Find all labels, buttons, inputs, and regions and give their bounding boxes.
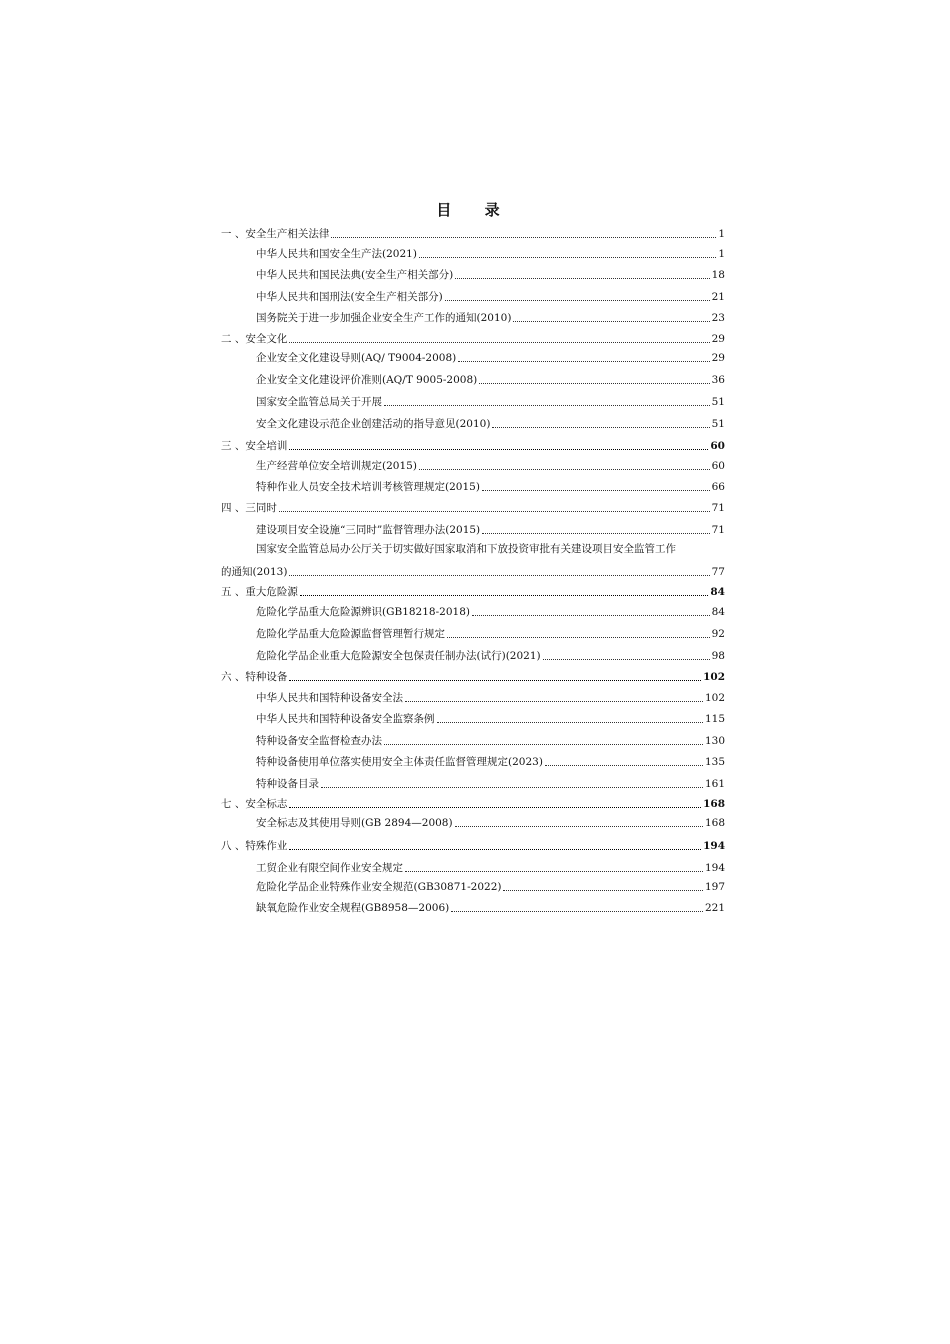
dot-leader	[447, 637, 710, 638]
toc-entry-label: 六 、特种设备	[221, 671, 288, 683]
toc-entry-page: 135	[704, 756, 725, 768]
toc-entry-label: 七 、安全标志	[221, 798, 288, 810]
dot-leader	[513, 321, 709, 322]
dot-leader	[482, 533, 709, 534]
toc-entry-label: 一 、安全生产相关法律	[221, 228, 330, 240]
toc-entry-page: 21	[711, 291, 725, 303]
dot-leader	[289, 807, 701, 808]
dot-leader	[289, 342, 709, 343]
toc-entry-label: 中华人民共和国安全生产法(2021)	[256, 248, 417, 260]
toc-entry-page: 84	[710, 586, 725, 598]
toc-entry-label: 四 、三同时	[221, 502, 277, 514]
dot-leader	[289, 575, 709, 576]
dot-leader	[492, 427, 709, 428]
toc-entry[interactable]	[256, 352, 725, 365]
toc-entry[interactable]	[256, 418, 725, 431]
toc-entry-label: 企业安全文化建设导则(AQ/ T9004-2008)	[256, 352, 457, 364]
toc-entry[interactable]	[221, 586, 725, 599]
toc-entry-label: 的通知(2013)	[221, 566, 288, 578]
toc-entry-page: 102	[704, 692, 725, 704]
toc-entry-label: 特种设备目录	[256, 778, 319, 790]
toc-entry-label: 危险化学品企业重大危险源安全包保责任制办法(试行)(2021)	[256, 650, 541, 662]
toc-entry[interactable]	[221, 840, 725, 853]
toc-entry-page: 66	[711, 481, 725, 493]
toc-entry-label: 国家安全监管总局关于开展	[256, 396, 382, 408]
dot-leader	[321, 787, 703, 788]
toc-entry-page: 194	[703, 840, 725, 852]
toc-entry[interactable]	[256, 692, 725, 705]
toc-entry-page: 1	[718, 228, 725, 240]
toc-entry-page: 197	[704, 881, 725, 893]
toc-entry-page: 29	[711, 352, 725, 364]
dot-leader	[455, 278, 709, 279]
dot-leader	[331, 237, 716, 238]
toc-entry-page: 130	[704, 735, 725, 747]
dot-leader	[300, 595, 709, 596]
toc-entry-label: 缺氧危险作业安全规程(GB8958—2006)	[256, 902, 450, 914]
toc-entry[interactable]	[256, 396, 725, 409]
toc-entry[interactable]	[256, 902, 725, 915]
dot-leader	[384, 405, 710, 406]
dot-leader	[451, 911, 703, 912]
toc-entry-label: 中华人民共和国特种设备安全监察条例	[256, 713, 435, 725]
dot-leader	[289, 680, 701, 681]
toc-entry-label: 五 、重大危险源	[221, 586, 298, 598]
toc-entry-page: 60	[711, 460, 725, 472]
dot-leader	[405, 701, 703, 702]
toc-entry-page: 98	[711, 650, 725, 662]
toc-entry[interactable]	[256, 481, 725, 494]
dot-leader	[289, 449, 708, 450]
toc-entry[interactable]	[221, 333, 725, 346]
toc-entry[interactable]	[256, 862, 725, 875]
toc-entry-label: 工贸企业有限空间作业安全规定	[256, 862, 403, 874]
toc-entry-page: 36	[711, 374, 725, 386]
toc-entry-page: 51	[711, 418, 725, 430]
toc-entry-label: 中华人民共和国特种设备安全法	[256, 692, 403, 704]
toc-entry[interactable]	[256, 312, 725, 325]
toc-entry-page: 161	[704, 778, 725, 790]
dot-leader	[482, 490, 710, 491]
toc-entry-label: 中华人民共和国刑法(安全生产相关部分)	[256, 291, 443, 303]
toc-entry-page: 29	[711, 333, 725, 345]
toc-entry[interactable]	[221, 671, 725, 684]
toc-entry-page: 194	[704, 862, 725, 874]
toc-entry-label: 生产经营单位安全培训规定(2015)	[256, 460, 417, 472]
toc-wrap-line: 国家安全监管总局办公厅关于切实做好国家取消和下放投资审批有关建设项目安全监管工作	[256, 543, 676, 555]
toc-entry-label: 安全标志及其使用导则(GB 2894—2008)	[256, 817, 453, 829]
toc-entry[interactable]	[256, 606, 725, 619]
toc-entry-page: 23	[711, 312, 725, 324]
toc-entry-label: 危险化学品企业特殊作业安全规范(GB30871-2022)	[256, 881, 502, 893]
toc-entry-label: 特种设备安全监督检查办法	[256, 735, 382, 747]
dot-leader	[437, 722, 703, 723]
toc-entry-label: 八 、特殊作业	[221, 840, 288, 852]
toc-entry-page: 102	[703, 671, 725, 683]
toc-entry-label: 中华人民共和国民法典(安全生产相关部分)	[256, 269, 454, 281]
toc-entry[interactable]	[256, 778, 725, 791]
toc-entry-page: 18	[711, 269, 725, 281]
toc-entry-label: 安全文化建设示范企业创建活动的指导意见(2010)	[256, 418, 491, 430]
toc-entry-label: 特种设备使用单位落实使用安全主体责任监督管理规定(2023)	[256, 756, 543, 768]
toc-entry-label: 国务院关于进一步加强企业安全生产工作的通知(2010)	[256, 312, 512, 324]
toc-entry[interactable]	[221, 566, 725, 579]
dot-leader	[472, 615, 710, 616]
toc-entry[interactable]	[256, 650, 725, 663]
toc-entry[interactable]	[256, 269, 725, 282]
toc-entry-page: 92	[711, 628, 725, 640]
toc-entry[interactable]	[256, 713, 725, 726]
dot-leader	[543, 659, 710, 660]
toc-entry[interactable]	[221, 798, 725, 811]
toc-entry-page: 60	[710, 440, 725, 452]
toc-entry-page: 71	[711, 524, 725, 536]
toc-entry[interactable]	[221, 502, 725, 515]
toc-entry-page: 168	[703, 798, 725, 810]
dot-leader	[405, 871, 703, 872]
dot-leader	[479, 383, 709, 384]
toc-entry[interactable]	[256, 756, 725, 769]
toc-entry-page: 51	[711, 396, 725, 408]
toc-entry[interactable]	[256, 460, 725, 473]
dot-leader	[419, 257, 716, 258]
dot-leader	[419, 469, 710, 470]
dot-leader	[384, 744, 703, 745]
toc-entry-label: 建设项目安全设施“三同时”监督管理办法(2015)	[256, 524, 481, 536]
toc-entry-label: 危险化学品重大危险源辨识(GB18218-2018)	[256, 606, 470, 618]
toc-entry-page: 115	[704, 713, 725, 725]
dot-leader	[445, 300, 710, 301]
toc-entry[interactable]	[256, 881, 725, 894]
toc-entry[interactable]	[256, 291, 725, 304]
toc-entry[interactable]	[221, 440, 725, 453]
toc-entry-label: 三 、安全培训	[221, 440, 288, 452]
page-title: 目 录	[436, 201, 514, 219]
toc-entry-label: 二 、安全文化	[221, 333, 288, 345]
toc-entry-page: 1	[718, 248, 725, 260]
toc-entry[interactable]	[256, 817, 725, 830]
toc-entry[interactable]	[256, 374, 725, 387]
toc-entry-page: 221	[704, 902, 725, 914]
toc-entry[interactable]	[256, 524, 725, 537]
dot-leader	[455, 826, 703, 827]
dot-leader	[289, 849, 701, 850]
toc-entry[interactable]	[256, 628, 725, 641]
toc-entry-page: 71	[711, 502, 725, 514]
toc-entry-page: 84	[711, 606, 725, 618]
toc-entry-label: 企业安全文化建设评价准则(AQ/T 9005-2008)	[256, 374, 478, 386]
toc-entry-label: 危险化学品重大危险源监督管理暂行规定	[256, 628, 445, 640]
toc-entry-label: 特种作业人员安全技术培训考核管理规定(2015)	[256, 481, 480, 493]
dot-leader	[458, 361, 709, 362]
dot-leader	[545, 765, 703, 766]
dot-leader	[503, 890, 702, 891]
toc-entry[interactable]	[221, 228, 725, 241]
dot-leader	[279, 511, 710, 512]
toc-entry-page: 77	[711, 566, 725, 578]
toc-entry[interactable]	[256, 735, 725, 748]
toc-entry[interactable]	[256, 248, 725, 261]
toc-entry-page: 168	[704, 817, 725, 829]
